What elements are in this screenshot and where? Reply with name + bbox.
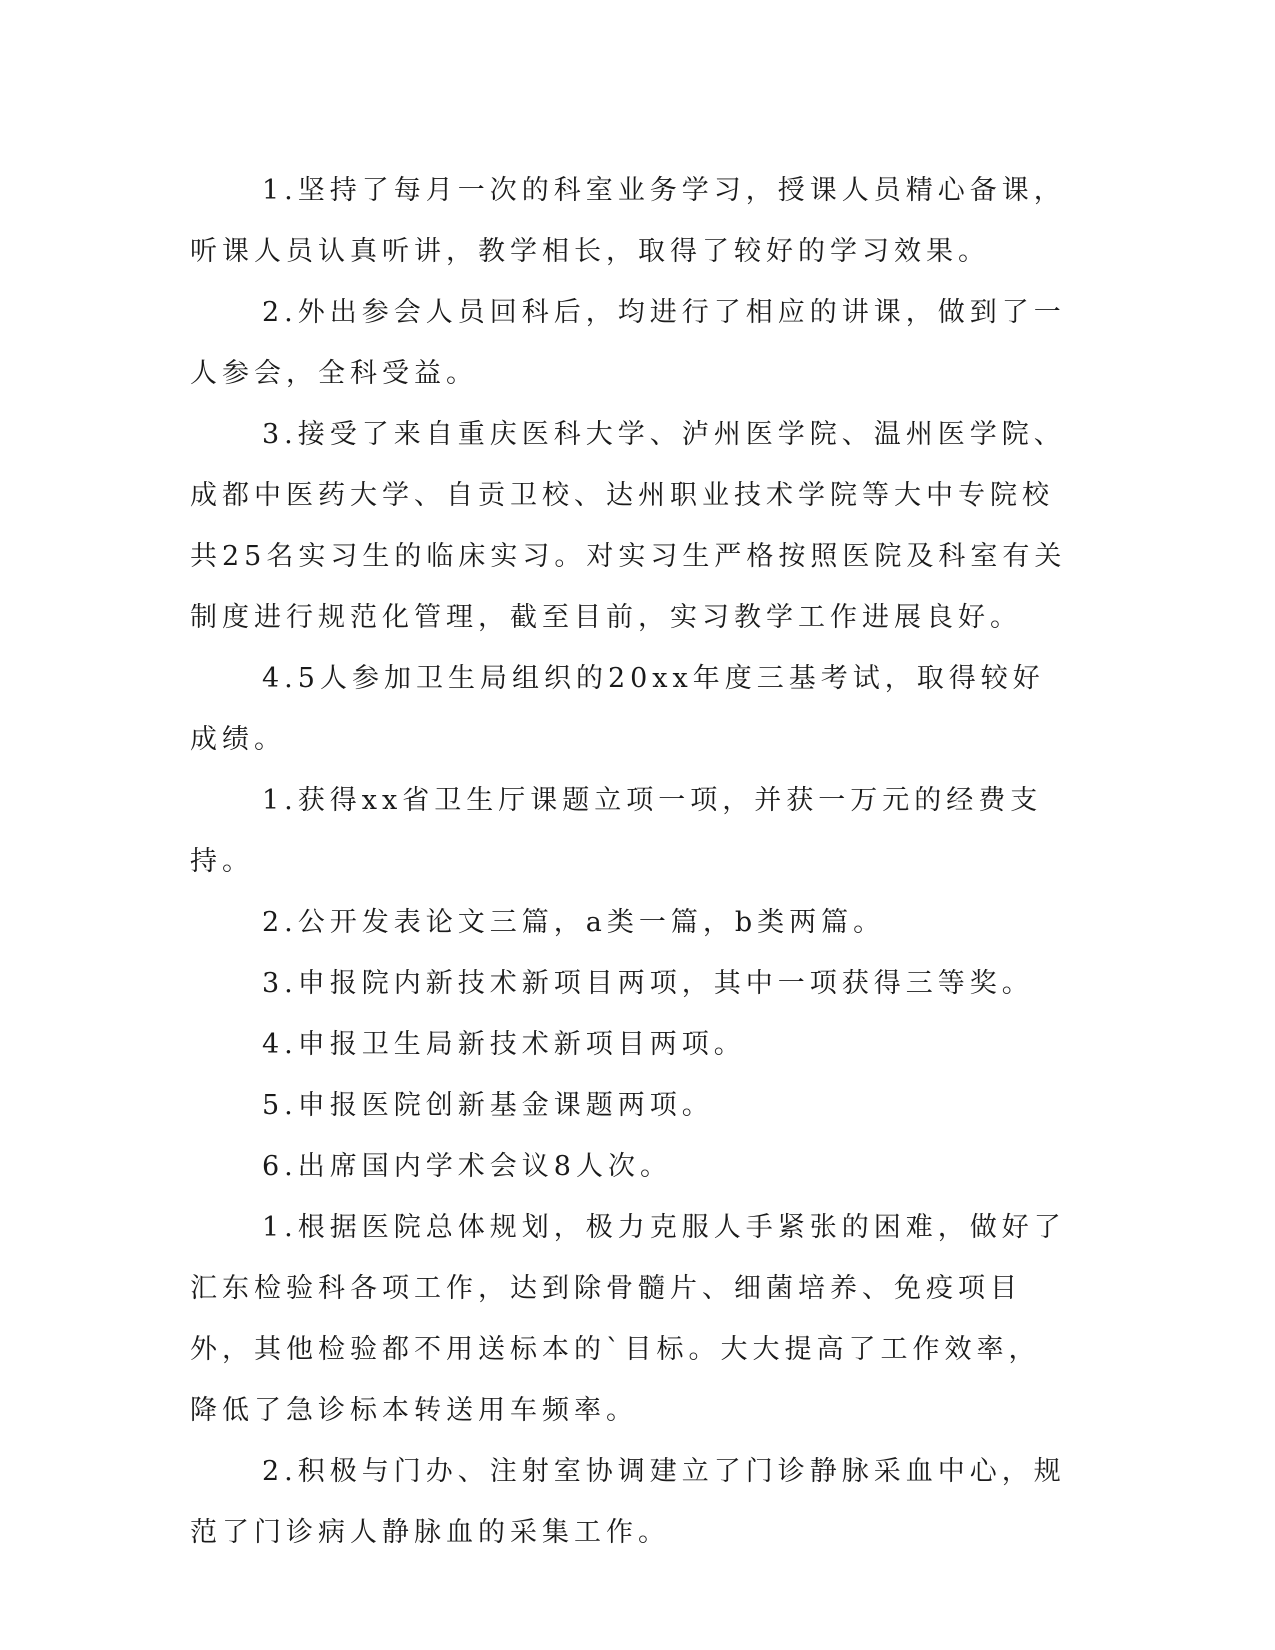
paragraph-study: 1.坚持了每月一次的科室业务学习，授课人员精心备课，听课人员认真听讲，教学相长，取得了较好的学习效果。: [190, 175, 1066, 267]
paragraph-innovation-fund: 5.申报医院创新基金课题两项。: [262, 1090, 714, 1121]
paragraph-hospital-projects: 3.申报院内新技术新项目两项，其中一项获得三等奖。: [262, 968, 1034, 999]
paragraph-huidong-lab: 1.根据医院总体规划，极力克服人手紧张的困难，做好了汇东检验科各项工作，达到除骨髓片、细菌培养、免疫项目外，其他检验都不用送标本的`目标。大大提高了工作效率，降低了急诊标本转送用车频率。: [190, 1212, 1066, 1426]
document-body: [190, 160, 1070, 1563]
paragraph-conference: 2.外出参会人员回科后，均进行了相应的讲课，做到了一人参会，全科受益。: [190, 297, 1066, 389]
paragraph-exam: 4.5人参加卫生局组织的20xx年度三基考试，取得较好成绩。: [190, 663, 1045, 755]
paragraph-research-grant: 1.获得xx省卫生厅课题立项一项，并获一万元的经费支持。: [190, 785, 1043, 877]
paragraph-bureau-projects: 4.申报卫生局新技术新项目两项。: [262, 1029, 746, 1060]
paragraph-blood-center: 2.积极与门办、注射室协调建立了门诊静脉采血中心，规范了门诊病人静脉血的采集工作。: [190, 1456, 1066, 1548]
paragraph-meetings: 6.出席国内学术会议8人次。: [262, 1151, 672, 1182]
paragraph-interns: 3.接受了来自重庆医科大学、泸州医学院、温州医学院、成都中医药大学、自贡卫校、达州职业技术学院等大中专院校共25名实习生的临床实习。对实习生严格按照医院及科室有关制度进行规范化管理，截至目前，实习教学工作进展良好。: [190, 419, 1067, 633]
paragraph-papers: 2.公开发表论文三篇，a类一篇，b类两篇。: [262, 907, 886, 938]
